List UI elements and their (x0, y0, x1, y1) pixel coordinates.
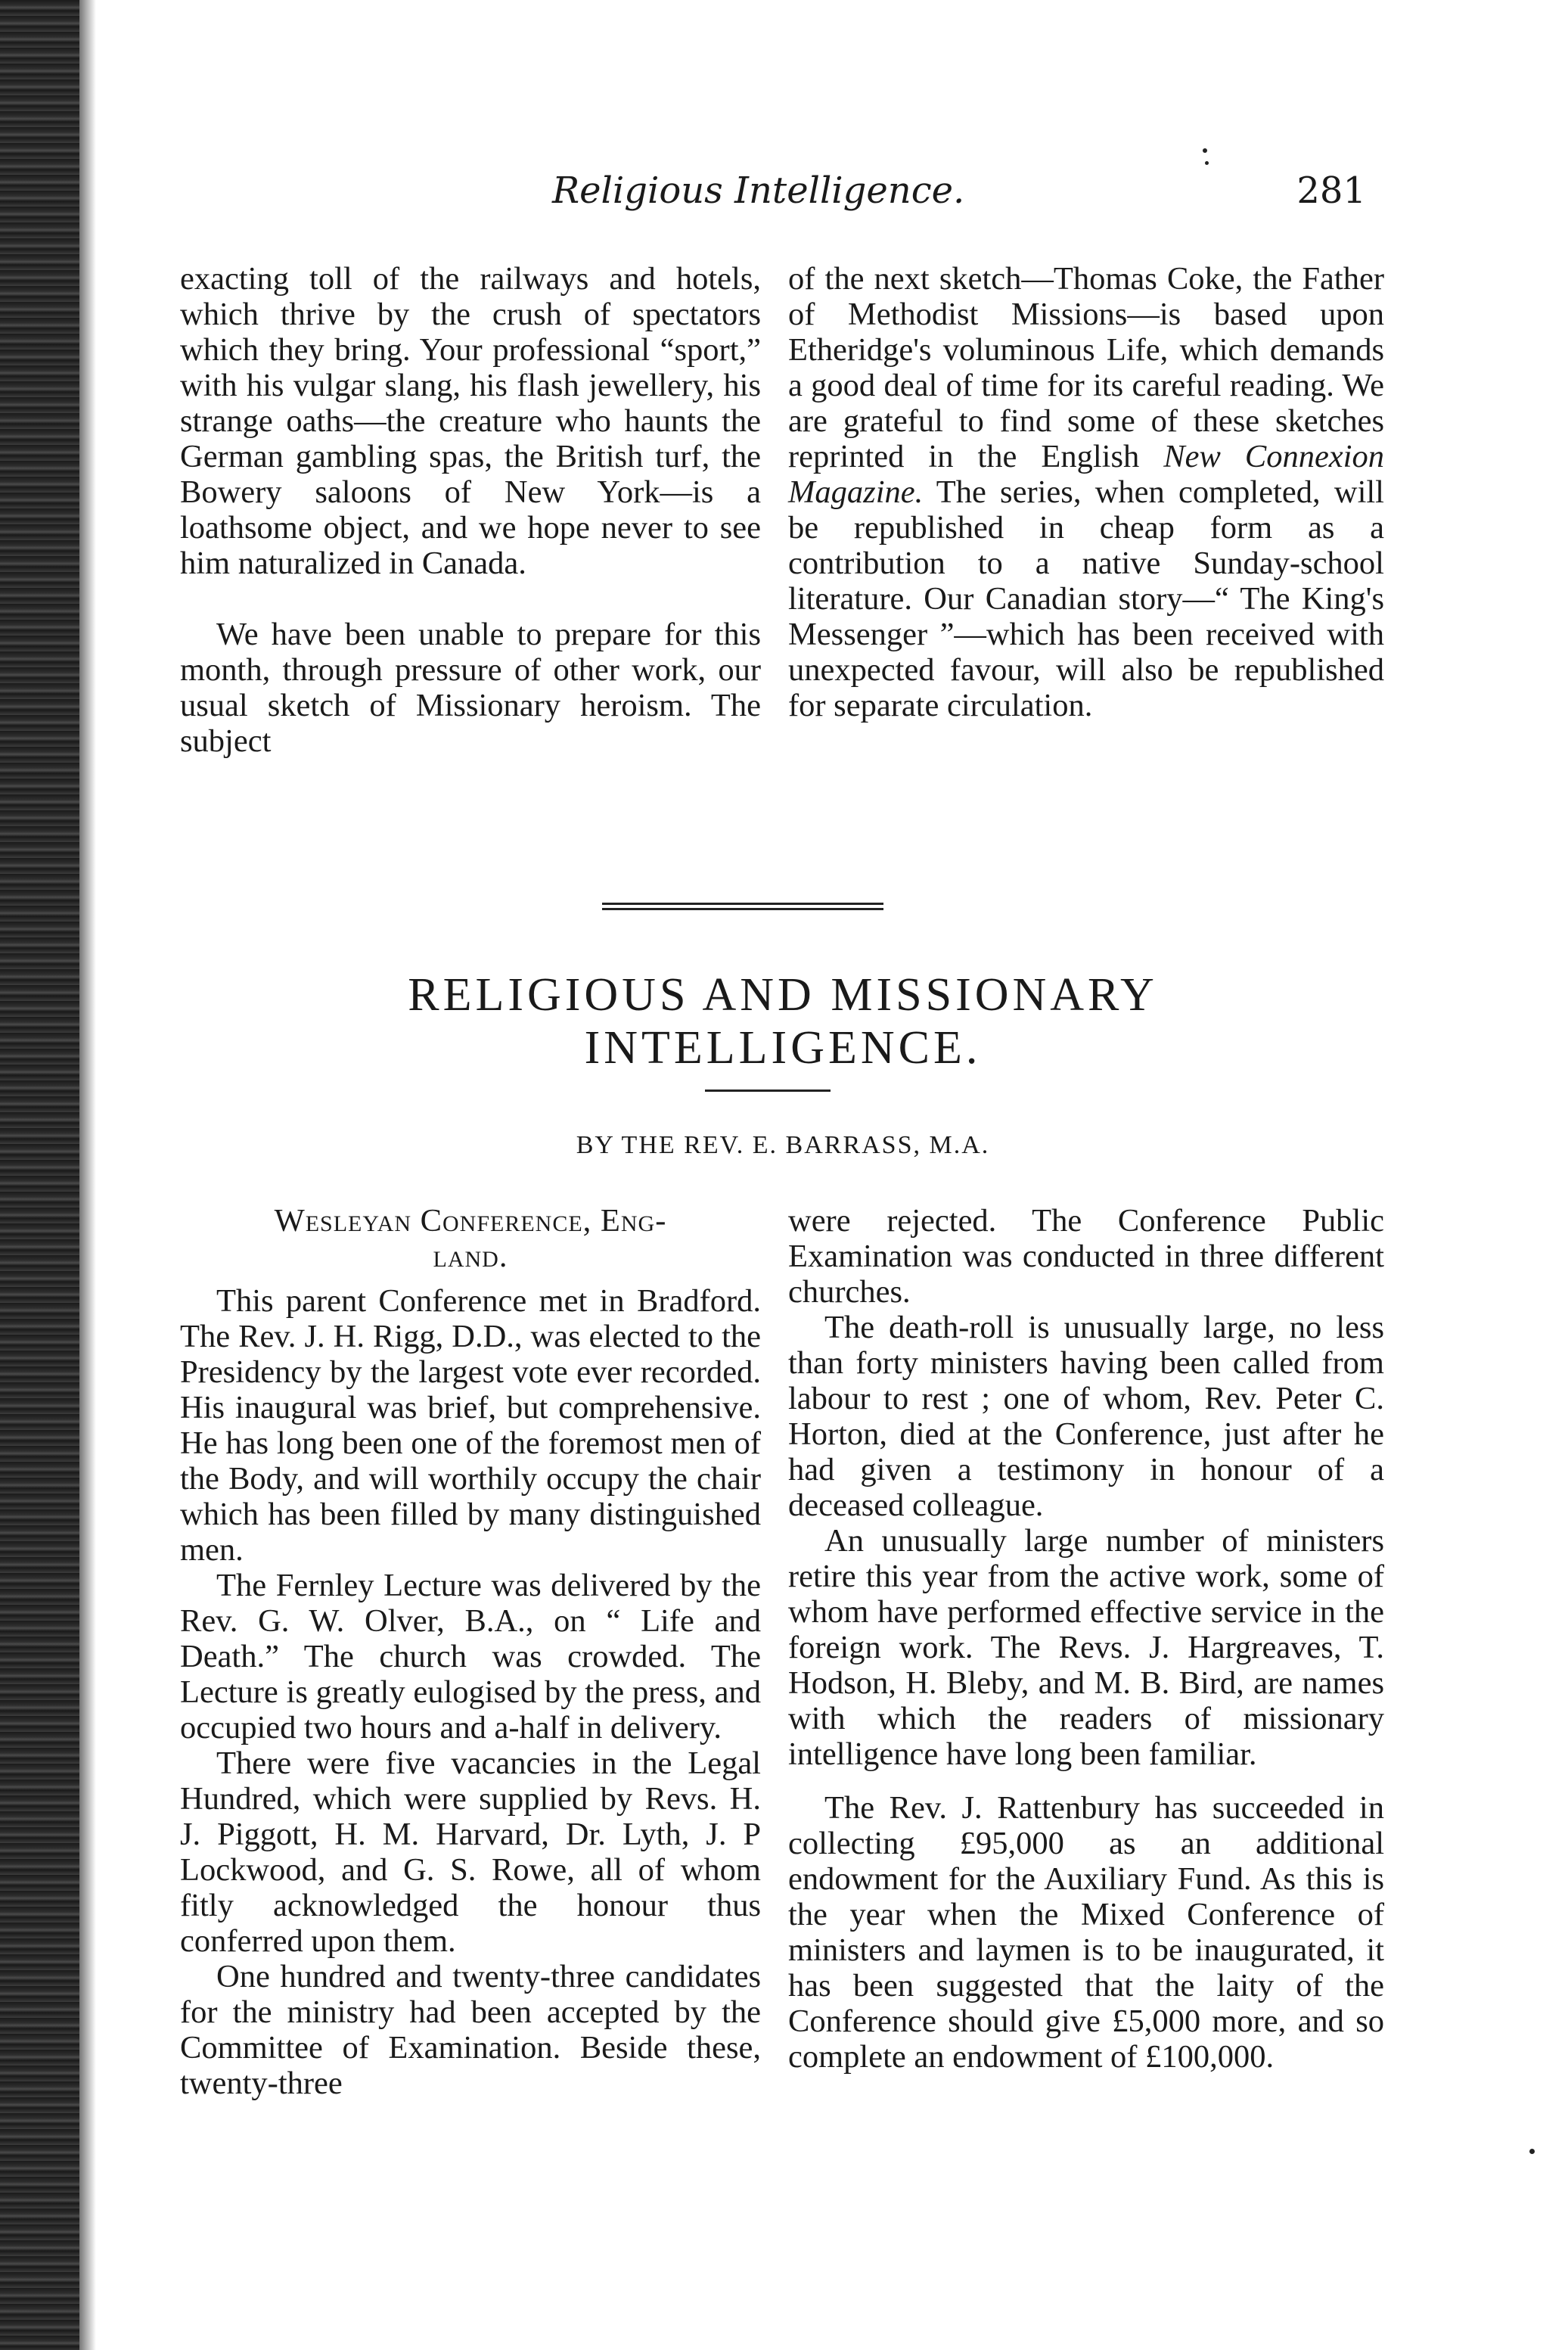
paragraph: exacting toll of the railways and hotels, which thrive by the crush of spectators which they bring. Your professional “sport,” with his vulgar slang, his flash jewellery, his strange oaths—the creature who haunts the German gambling spas, the British turf, the Bowery saloons of New York—is a loathsome object, and we hope never to see him naturalized in Canada. (180, 261, 761, 581)
page-binding-edge (0, 0, 79, 2350)
paragraph: This parent Conference met in Bradford. The Rev. J. H. Rigg, D.D., was elected to the Presidency by the largest vote ever recorded. His inaugural was brief, but comprehensive. He has long been one of the foremost men of the Body, and will worthily occupy the chair which has been filled by many distinguished men. (180, 1283, 761, 1568)
page-number: 281 (1296, 169, 1366, 212)
paragraph: An unusually large number of ministers retire this year from the active work, some of whom have performed effective service in the foreign work. The Revs. J. Hargreaves, T. Hodson, H. Bleby, and M. B. Bird, are names with which the readers of missionary intelligence have long been familiar. (788, 1523, 1384, 1772)
paragraph: The Fernley Lecture was delivered by the Rev. G. W. Olver, B.A., on “ Life and Death.” The church was crowded. The Lecture is greatly eulogised by the press, and occupied two hours and a-half in delivery. (180, 1568, 761, 1745)
section-title-line: RELIGIOUS AND MISSIONARY (408, 969, 1158, 1021)
running-head (182, 168, 1381, 221)
article-subhead (180, 1203, 761, 1274)
section-divider (602, 903, 883, 910)
section-title-line: INTELLIGENCE. (584, 1022, 982, 1074)
text-run: of the next sketch—Thomas Coke, the Father of Methodist Missions—is based upon Etheridge's voluminous Life, which demands a good deal of time for its careful reading. We are grateful to find some of these sketches reprinted in the English (788, 261, 1384, 474)
paragraph: One hundred and twenty-three candidates for the ministry had been accepted by the Committee of Examination. Beside these, twenty-three (180, 1959, 761, 2101)
top-left-column (180, 261, 761, 759)
top-right-column (788, 261, 1384, 723)
running-title: Religious Intelligence. (552, 169, 965, 212)
binding-shadow (79, 0, 96, 2350)
byline: BY THE REV. E. BARRASS, M.A. (576, 1131, 990, 1159)
ink-speck (1205, 161, 1209, 165)
section-title (180, 968, 1386, 1074)
paragraph: were rejected. The Conference Public Examination was conducted in three different churches. (788, 1203, 1384, 1310)
paragraph: The death-roll is unusually large, no less than forty ministers having been called from labour to rest ; one of whom, Rev. Peter C. Horton, died at the Conference, just after he had given a testimony in honour of a deceased colleague. (788, 1310, 1384, 1523)
paragraph: We have been unable to prepare for this month, through pressure of other work, our usual sketch of Missionary heroism. The subject (180, 617, 761, 759)
article-left-column (180, 1203, 761, 2101)
magazine-title: New Connexion Magazine. (788, 439, 1384, 510)
ink-speck (1203, 148, 1207, 153)
paragraph (788, 261, 1384, 723)
subhead-line: Wesleyan Conference, Eng- (274, 1203, 667, 1239)
article-right-column (788, 1203, 1384, 2075)
title-rule (705, 1090, 831, 1092)
paragraph: The Rev. J. Rattenbury has succeeded in collecting £95,000 as an additional endowment for the Auxiliary Fund. As this is the year when the Mixed Conference of ministers and laymen is to be inaugurated, it has been suggested that the laity of the Conference should give £5,000 more, and so complete an endowment of £100,000. (788, 1790, 1384, 2075)
paragraph: There were five vacancies in the Legal Hundred, which were supplied by Revs. H. J. Piggott, H. M. Harvard, Dr. Lyth, J. P Lockwood, and G. S. Rowe, all of whom fitly acknowledged the honour thus conferred upon them. (180, 1745, 761, 1959)
subhead-line: land. (433, 1239, 508, 1274)
text-run: The series, when completed, will be republished in cheap form as a contribution to a native Sunday-school literature. Our Canadian story—“ The King's Messenger ”—which has been received with unexpected favour, will also be republished for separate circulation. (788, 474, 1384, 723)
ink-speck (1529, 2149, 1535, 2154)
